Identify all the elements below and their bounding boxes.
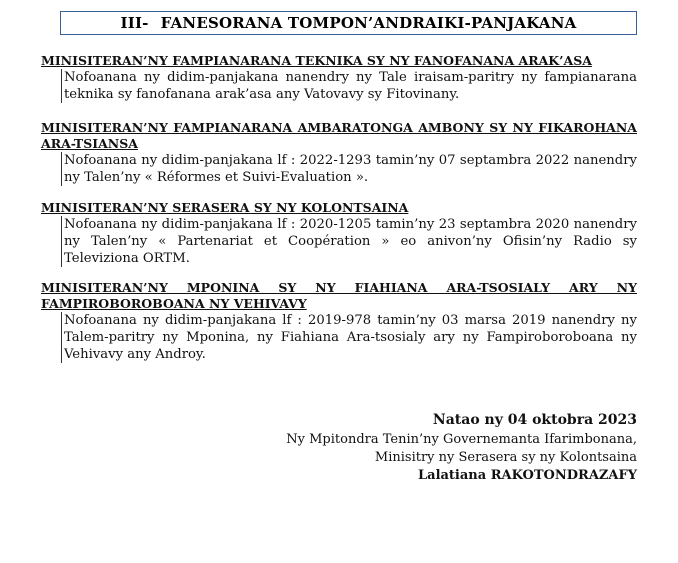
signature-date: Natao ny 04 oktobra 2023 xyxy=(432,412,637,428)
ministry-block-communication-culture xyxy=(41,200,637,267)
section-number: III- xyxy=(120,14,149,32)
section-title: FANESORANA TOMPON’ANDRAIKI-PANJAKANA xyxy=(160,14,577,32)
ministry-decision-text: Nofoanana ny didim-panjakana nanendry ny Tale iraisam-paritry ny fampianarana teknika sy fanofanana arak’asa any Vatovavy sy Fitovinany. xyxy=(61,69,637,103)
section-header xyxy=(60,11,637,35)
ministry-block-population-social xyxy=(41,280,637,363)
signature-role: Ny Mpitondra Tenin’ny Governemanta Ifarimbonana, xyxy=(286,432,637,447)
ministry-title: MINISITERAN’NY FAMPIANARANA TEKNIKA SY NY FANOFANANA ARAK’ASA xyxy=(41,53,592,68)
signatory-name: Lalatiana RAKOTONDRAZAFY xyxy=(418,468,637,483)
ministry-decision-text: Nofoanana ny didim-panjakana lf : 2022-1293 tamin’ny 07 septambra 2022 nanendry ny Talen’ny « Réformes et Suivi-Evaluation ». xyxy=(61,152,637,186)
ministry-block-technical-education xyxy=(41,53,637,103)
signature-block xyxy=(286,411,637,485)
ministry-title: MINISITERAN’NY SERASERA SY NY KOLONTSAINA xyxy=(41,200,409,215)
ministry-title: MINISITERAN’NY MPONINA SY NY FIAHIANA ARA-TSOSIALY ARY NY FAMPIROBOROBOANA NY VEHIVAVY xyxy=(41,280,637,311)
ministry-title: MINISITERAN’NY FAMPIANARANA AMBARATONGA AMBONY SY NY FIKAROHANA ARA-TSIANSA xyxy=(41,120,637,151)
signature-ministry: Minisitry ny Serasera sy ny Kolontsaina xyxy=(374,450,637,465)
ministry-decision-text: Nofoanana ny didim-panjakana lf : 2020-1205 tamin’ny 23 septambra 2020 nanendry ny Talen’ny « Partenariat et Coopération » eo anivon’ny Ofisin’ny Radio sy Televiziona ORTM. xyxy=(61,216,637,267)
ministry-block-higher-education xyxy=(41,120,637,186)
ministry-decision-text: Nofoanana ny didim-panjakana lf : 2019-978 tamin’ny 03 marsa 2019 nanendry ny Talem-paritry ny Mponina, ny Fiahiana Ara-tsosialy ary ny Fampiroboroboana ny Vehivavy any Androy. xyxy=(61,312,637,363)
